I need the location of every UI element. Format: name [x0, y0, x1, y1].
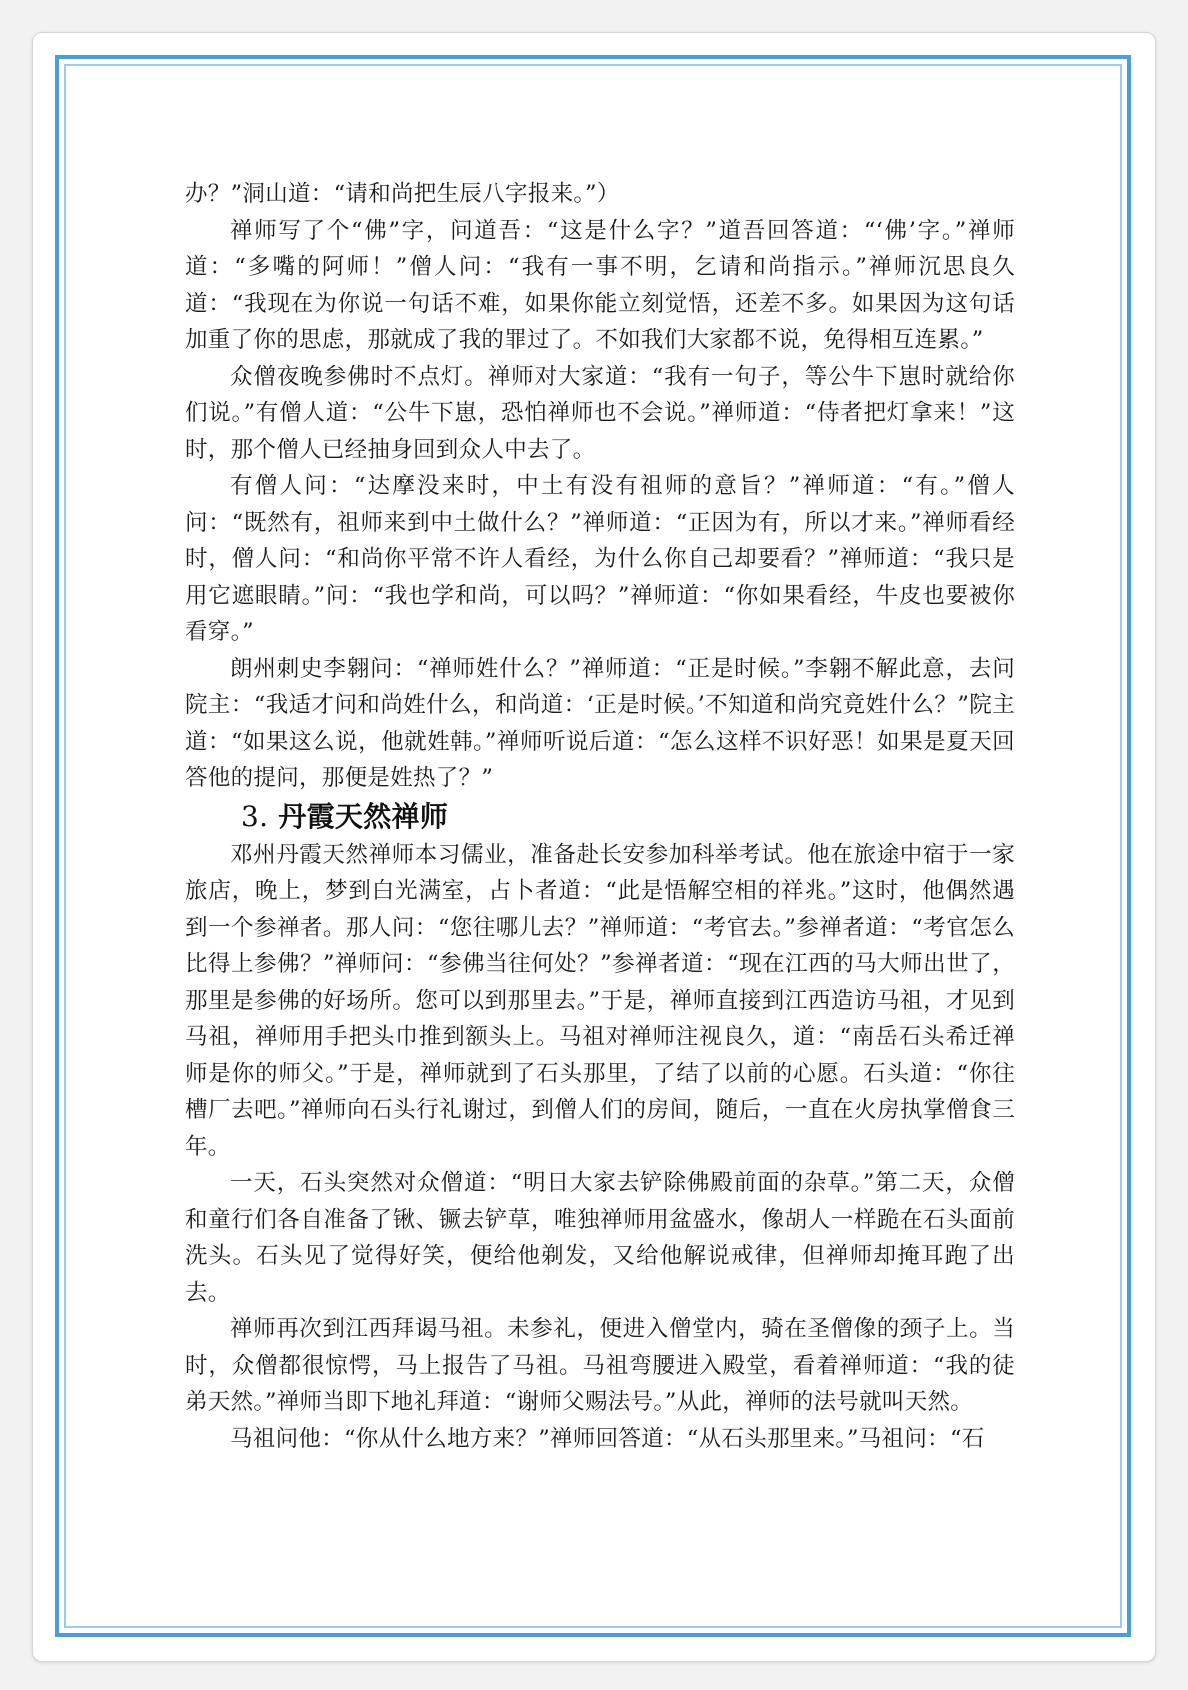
section-title: 丹霞天然禅师 [278, 799, 449, 833]
paragraph: 禅师写了个“佛”字，问道吾：“这是什么字？”道吾回答道：“‘佛’字。”禅师道：“多嘴的阿师！”僧人问：“我有一事不明，乞请和尚指示。”禅师沉思良久道：“我现在为你说一句话不难，如果你能立刻觉悟，还差不多。如果因为这句话加重了你的思虑，那就成了我的罪过了。不如我们大家都不说，免得相互连累。” [185, 217, 1015, 353]
paragraph: 办？”洞山道：“请和尚把生辰八字报来。”） [185, 181, 620, 207]
paragraph: 有僧人问：“达摩没来时，中土有没有祖师的意旨？”禅师道：“有。”僧人问：“既然有，祖师来到中土做什么？”禅师道：“正因为有，所以才来。”禅师看经时，僧人问：“和尚你平常不许人看经，为什么你自己却要看？”禅师道：“我只是用它遮眼睛。”问：“我也学和尚，可以吗？”禅师道：“你如果看经，牛皮也要被你看穿。” [185, 473, 1015, 645]
paragraph: 众僧夜晚参佛时不点灯。禅师对大家道：“我有一句子，等公牛下崽时就给你们说。”有僧人道：“公牛下崽，恐怕禅师也不会说。”禅师道：“侍者把灯拿来！”这时，那个僧人已经抽身回到众人中去了。 [185, 363, 1015, 463]
paragraph: 朗州刺史李翱问：“禅师姓什么？”禅师道：“正是时候。”李翱不解此意，去问院主：“我适才问和尚姓什么，和尚道：‘正是时候。’不知道和尚究竟姓什么？”院主道：“如果这么说，他就姓韩。”禅师听说后道：“怎么这样不识好恶！如果是夏天回答他的提问，那便是姓热了？” [185, 655, 1015, 791]
paragraph: 禅师再次到江西拜谒马祖。未参礼，便进入僧堂内，骑在圣僧像的颈子上。当时，众僧都很惊愕，马上报告了马祖。马祖弯腰进入殿堂，看着禅师道：“我的徒弟天然。”禅师当即下地礼拜道：“谢师父赐法号。”从此，禅师的法号就叫天然。 [185, 1316, 1015, 1415]
paragraph: 马祖问他：“你从什么地方来？”禅师回答道：“从石头那里来。”马祖问：“石 [230, 1425, 985, 1452]
section-heading [185, 797, 1015, 837]
body-text [185, 176, 1015, 1457]
section-number: 3. [241, 799, 269, 833]
paragraph: 一天，石头突然对众僧道：“明日大家去铲除佛殿前面的杂草。”第二天，众僧和童行们各自准备了锹、镢去铲草，唯独禅师用盆盛水，像胡人一样跪在石头面前洗头。石头见了觉得好笑，便给他剃发，又给他解说戒律，但禅师却掩耳跑了出去。 [185, 1170, 1015, 1306]
paragraph: 邓州丹霞天然禅师本习儒业，准备赴长安参加科举考试。他在旅途中宿于一家旅店，晚上，梦到白光满室，占卜者道：“此是悟解空相的祥兆。”这时，他偶然遇到一个参禅者。那人问：“您往哪儿去？”禅师道：“考官去。”参禅者道：“考官怎么比得上参佛？”禅师问：“参佛当往何处？”参禅者道：“现在江西的马大师出世了，那里是参佛的好场所。您可以到那里去。”于是，禅师直接到江西造访马祖，才见到马祖，禅师用手把头巾推到额头上。马祖对禅师注视良久，道：“南岳石头希迁禅师是你的师父。”于是，禅师就到了石头那里，了结了以前的心愿。石头道：“你往槽厂去吧。”禅师向石头行礼谢过，到僧人们的房间，随后，一直在火房执掌僧食三年。 [185, 841, 1015, 1160]
